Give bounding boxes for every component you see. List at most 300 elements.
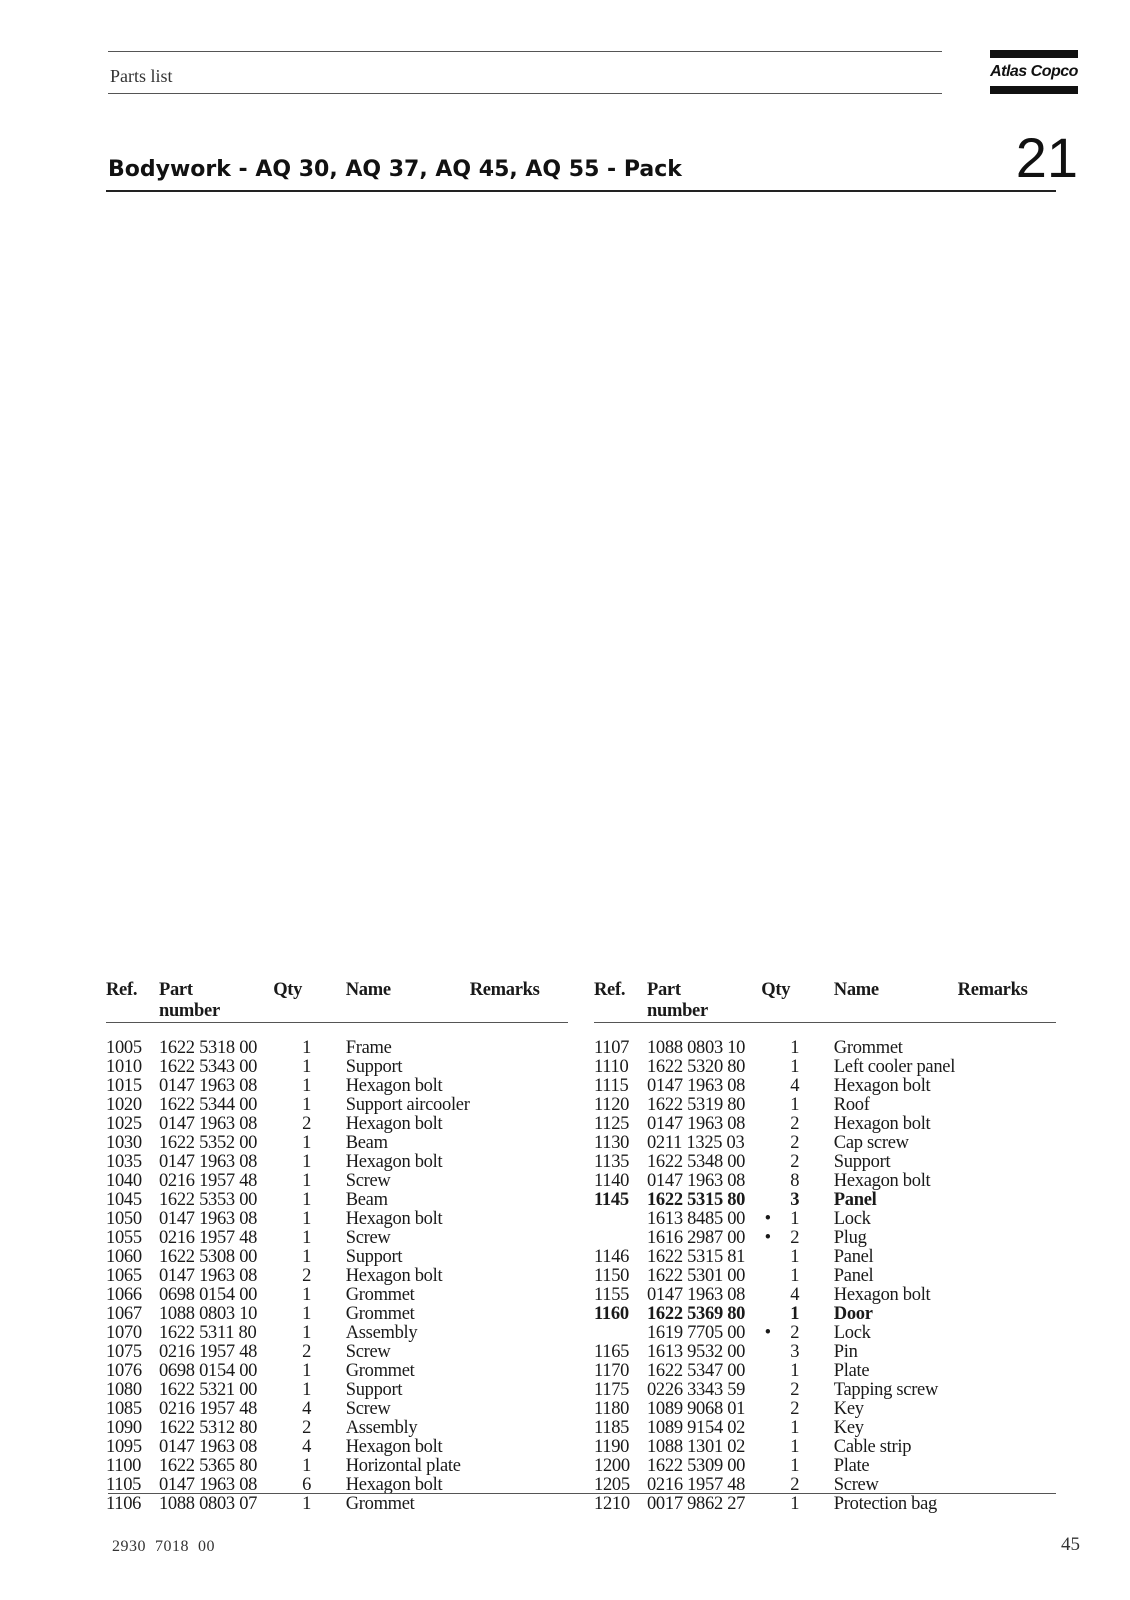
qty-cell: 2 (790, 1399, 800, 1419)
name-cell: Lock (833, 1323, 871, 1343)
marker-cell (745, 1039, 790, 1058)
part-number-cell: 1613 8485 00 (646, 1209, 746, 1229)
name-cell: Frame (345, 1038, 392, 1058)
remarks-cell (958, 1210, 1056, 1229)
qty-cell: 8 (790, 1171, 800, 1191)
name-cell: Pin (833, 1342, 858, 1362)
qty-cell: 1 (302, 1361, 312, 1381)
ref-cell: 1145 (594, 1190, 629, 1210)
ref-cell: 1020 (106, 1095, 142, 1115)
table-row (594, 1438, 1056, 1457)
qty-cell: 1 (302, 1247, 312, 1267)
table-row (106, 1267, 568, 1286)
marker-cell (257, 1096, 302, 1115)
marker-cell (257, 1324, 302, 1343)
page-number: 45 (1061, 1534, 1080, 1555)
qty-cell: 1 (302, 1456, 312, 1476)
name-cell: Hexagon bolt (833, 1114, 931, 1134)
remarks-cell (958, 1039, 1056, 1058)
part-number-cell: 0698 0154 00 (158, 1361, 258, 1381)
ref-cell: 1035 (106, 1152, 142, 1172)
logo-bottom-bar (990, 86, 1078, 94)
part-number-cell: 0147 1963 08 (158, 1209, 258, 1229)
part-number-cell: 0147 1963 08 (646, 1171, 746, 1191)
table-row (106, 1324, 568, 1343)
marker-cell (257, 1400, 302, 1419)
ref-cell: 1170 (594, 1361, 630, 1381)
qty-cell: 1 (790, 1209, 800, 1229)
col-spacer (790, 980, 806, 1023)
remarks-cell (958, 1305, 1056, 1324)
remarks-cell (470, 1039, 568, 1058)
qty-cell: 4 (790, 1285, 800, 1305)
ref-cell: 1185 (594, 1418, 630, 1438)
remarks-cell (958, 1229, 1056, 1248)
ref-cell: 1050 (106, 1209, 142, 1229)
name-cell: Support (833, 1152, 891, 1172)
table-row (594, 1286, 1056, 1305)
name-cell: Support (345, 1247, 403, 1267)
col-remarks-header: Remarks (957, 980, 1028, 1000)
name-cell: Hexagon bolt (833, 1285, 931, 1305)
part-number-cell: 1622 5301 00 (646, 1266, 746, 1286)
table-row (106, 1058, 568, 1077)
header-bottom-rule (108, 93, 942, 94)
marker-cell (257, 1495, 302, 1514)
ref-cell: 1180 (594, 1399, 630, 1419)
name-cell: Hexagon bolt (345, 1114, 443, 1134)
remarks-cell (470, 1457, 568, 1476)
part-number-cell: 1088 0803 10 (158, 1304, 258, 1324)
part-number-cell: 1622 5343 00 (158, 1057, 258, 1077)
name-cell: Panel (833, 1190, 877, 1210)
parts-table-right-body (594, 1039, 1056, 1514)
table-row (106, 1191, 568, 1210)
table-row (594, 1058, 1056, 1077)
marker-cell (257, 1153, 302, 1172)
qty-cell: 1 (302, 1323, 312, 1343)
ref-cell: 1025 (106, 1114, 142, 1134)
name-cell: Hexagon bolt (345, 1076, 443, 1096)
ref-cell: 1040 (106, 1171, 142, 1191)
part-number-cell: 0147 1963 08 (158, 1437, 258, 1457)
part-number-cell: 1622 5308 00 (158, 1247, 258, 1267)
name-cell: Hexagon bolt (345, 1437, 443, 1457)
table-row (594, 1419, 1056, 1438)
table-row (594, 1153, 1056, 1172)
ref-cell: 1175 (594, 1380, 630, 1400)
part-number-cell: 0147 1963 08 (158, 1152, 258, 1172)
table-row (106, 1115, 568, 1134)
part-number-cell: 1088 0803 10 (646, 1038, 746, 1058)
marker-cell (745, 1172, 790, 1191)
table-row (594, 1343, 1056, 1362)
marker-cell (745, 1191, 790, 1210)
ref-cell: 1125 (594, 1114, 630, 1134)
table-row (106, 1229, 568, 1248)
marker-cell (745, 1362, 790, 1381)
page-title: Bodywork - AQ 30, AQ 37, AQ 45, AQ 55 - Pack (108, 157, 682, 182)
remarks-cell (470, 1191, 568, 1210)
marker-cell (257, 1077, 302, 1096)
part-number-cell: 0216 1957 48 (158, 1399, 258, 1419)
table-row (106, 1077, 568, 1096)
part-number-cell: 0017 9862 27 (646, 1494, 746, 1514)
ref-cell: 1120 (594, 1095, 630, 1115)
marker-cell (257, 1191, 302, 1210)
marker-cell (745, 1438, 790, 1457)
ref-cell: 1155 (594, 1285, 630, 1305)
table-row (594, 1096, 1056, 1115)
illustration-area (106, 200, 1056, 940)
col-qty-header: Qty (273, 980, 303, 1000)
name-cell: Screw (345, 1342, 391, 1362)
marker-cell (257, 1343, 302, 1362)
qty-cell: 1 (790, 1494, 800, 1514)
ref-cell: 1076 (106, 1361, 142, 1381)
table-row (594, 1191, 1056, 1210)
part-number-cell: 0147 1963 08 (646, 1076, 746, 1096)
ref-cell: 1106 (106, 1494, 142, 1514)
table-row (594, 1172, 1056, 1191)
marker-cell (745, 1457, 790, 1476)
ref-cell: 1090 (106, 1418, 142, 1438)
ref-cell: 1065 (106, 1266, 142, 1286)
remarks-cell (958, 1096, 1056, 1115)
name-cell: Panel (833, 1266, 874, 1286)
atlas-copco-logo (990, 50, 1078, 94)
logo-top-bar (990, 50, 1078, 58)
table-row (106, 1495, 568, 1514)
qty-cell: 2 (790, 1133, 800, 1153)
qty-cell: 1 (302, 1228, 312, 1248)
marker-cell (745, 1419, 790, 1438)
table-row (594, 1115, 1056, 1134)
name-cell: Hexagon bolt (345, 1209, 443, 1229)
marker-cell (257, 1058, 302, 1077)
table-row (594, 1248, 1056, 1267)
remarks-cell (958, 1115, 1056, 1134)
table-row (106, 1343, 568, 1362)
marker-cell (745, 1134, 790, 1153)
qty-cell: 1 (302, 1190, 312, 1210)
remarks-cell (958, 1400, 1056, 1419)
part-number-cell: 1622 5321 00 (158, 1380, 258, 1400)
part-number-cell: 1622 5315 81 (646, 1247, 746, 1267)
qty-cell: 1 (790, 1456, 800, 1476)
name-cell: Protection bag (833, 1494, 937, 1514)
marker-cell (745, 1267, 790, 1286)
marker-cell (745, 1153, 790, 1172)
ref-cell: 1075 (106, 1342, 142, 1362)
ref-cell: 1010 (106, 1057, 142, 1077)
marker-cell (745, 1248, 790, 1267)
part-number-cell: 0226 3343 59 (646, 1380, 746, 1400)
name-cell: Grommet (345, 1494, 415, 1514)
remarks-cell (958, 1267, 1056, 1286)
remarks-cell (470, 1324, 568, 1343)
remarks-cell (958, 1286, 1056, 1305)
part-number-cell: 1622 5365 80 (158, 1456, 258, 1476)
remarks-cell (958, 1343, 1056, 1362)
part-number-cell: 1622 5315 80 (646, 1190, 746, 1210)
ref-cell: 1165 (594, 1342, 630, 1362)
marker-cell (257, 1438, 302, 1457)
remarks-cell (958, 1438, 1056, 1457)
qty-cell: 2 (790, 1152, 800, 1172)
col-ref-header: Ref. (106, 980, 138, 1000)
qty-cell: 1 (302, 1380, 312, 1400)
table-gap (594, 1023, 1056, 1039)
ref-cell: 1140 (594, 1171, 630, 1191)
ref-cell: 1070 (106, 1323, 142, 1343)
table-row (594, 1457, 1056, 1476)
ref-cell: 1055 (106, 1228, 142, 1248)
table-row (106, 1210, 568, 1229)
ref-cell (594, 1229, 647, 1248)
qty-cell: 1 (790, 1418, 800, 1438)
name-cell: Support (345, 1380, 403, 1400)
qty-cell: 1 (790, 1247, 800, 1267)
remarks-cell (470, 1362, 568, 1381)
name-cell: Grommet (345, 1285, 415, 1305)
marker-cell (257, 1419, 302, 1438)
remarks-cell (470, 1381, 568, 1400)
part-number-cell: 0211 1325 03 (646, 1133, 745, 1153)
name-cell: Hexagon bolt (345, 1152, 443, 1172)
name-cell: Assembly (345, 1418, 418, 1438)
marker-cell (257, 1305, 302, 1324)
table-row (594, 1039, 1056, 1058)
name-cell: Hexagon bolt (833, 1171, 931, 1191)
table-row (106, 1096, 568, 1115)
table-row (106, 1457, 568, 1476)
ref-cell: 1115 (594, 1076, 629, 1096)
marker-cell (745, 1381, 790, 1400)
remarks-cell (958, 1419, 1056, 1438)
marker-cell (257, 1134, 302, 1153)
part-number-cell: 1613 9532 00 (646, 1342, 746, 1362)
part-number-cell: 1622 5318 00 (158, 1038, 258, 1058)
table-row (106, 1381, 568, 1400)
ref-cell: 1200 (594, 1456, 630, 1476)
qty-cell: 1 (302, 1076, 312, 1096)
part-number-cell: 1622 5347 00 (646, 1361, 746, 1381)
remarks-cell (958, 1172, 1056, 1191)
table-gap (106, 1023, 568, 1039)
part-number-cell: 1622 5344 00 (158, 1095, 258, 1115)
part-number-cell: 1622 5309 00 (646, 1456, 746, 1476)
table-row (106, 1305, 568, 1324)
qty-cell: 4 (302, 1437, 312, 1457)
remarks-cell (958, 1248, 1056, 1267)
qty-cell: 2 (302, 1114, 312, 1134)
marker-cell (257, 1457, 302, 1476)
table-row (594, 1324, 1056, 1343)
ref-cell: 1030 (106, 1133, 142, 1153)
qty-cell: 1 (302, 1038, 312, 1058)
ref-cell: 1205 (594, 1475, 630, 1495)
name-cell: Hexagon bolt (833, 1076, 931, 1096)
marker-cell (745, 1495, 790, 1514)
name-cell: Grommet (345, 1361, 415, 1381)
col-spacer (302, 980, 318, 1023)
qty-cell: 2 (790, 1380, 800, 1400)
ref-cell: 1015 (106, 1076, 142, 1096)
table-row (594, 1134, 1056, 1153)
remarks-cell (958, 1077, 1056, 1096)
name-cell: Beam (345, 1133, 388, 1153)
part-number-cell: 1622 5348 00 (646, 1152, 746, 1172)
ref-cell: 1095 (106, 1437, 142, 1457)
name-cell: Cap screw (833, 1133, 909, 1153)
remarks-cell (958, 1134, 1056, 1153)
part-number-cell: 0698 0154 00 (158, 1285, 258, 1305)
qty-cell: 1 (302, 1057, 312, 1077)
qty-cell: 1 (790, 1304, 800, 1324)
qty-cell: 1 (302, 1304, 312, 1324)
marker-cell (257, 1286, 302, 1305)
remarks-cell (958, 1324, 1056, 1343)
name-cell: Left cooler panel (833, 1057, 956, 1077)
part-number-cell: 0147 1963 08 (158, 1475, 258, 1495)
qty-cell: 2 (790, 1228, 800, 1248)
marker-cell (257, 1210, 302, 1229)
part-number-cell: 0216 1957 48 (158, 1228, 258, 1248)
remarks-cell (470, 1343, 568, 1362)
part-number-cell: 1622 5369 80 (646, 1304, 746, 1324)
table-row (594, 1229, 1056, 1248)
marker-cell: • (764, 1323, 771, 1343)
table-row (106, 1438, 568, 1457)
name-cell: Screw (345, 1399, 391, 1419)
name-cell: Cable strip (833, 1437, 912, 1457)
ref-cell: 1110 (594, 1057, 629, 1077)
name-cell: Support aircooler (345, 1095, 470, 1115)
ref-cell: 1210 (594, 1494, 630, 1514)
table-row (594, 1495, 1056, 1514)
qty-cell: 3 (790, 1190, 800, 1210)
qty-cell: 1 (790, 1038, 800, 1058)
qty-cell: 1 (790, 1361, 800, 1381)
marker-cell (745, 1400, 790, 1419)
header-top-rule (108, 51, 942, 52)
ref-cell: 1085 (106, 1399, 142, 1419)
marker-cell (257, 1172, 302, 1191)
ref-cell: 1060 (106, 1247, 142, 1267)
col-qty-header: Qty (761, 980, 791, 1000)
part-number-cell: 0147 1963 08 (646, 1285, 746, 1305)
name-cell: Tapping screw (833, 1380, 939, 1400)
part-number-cell: 1616 2987 00 (646, 1228, 746, 1248)
table-row (106, 1286, 568, 1305)
table-header-row (594, 980, 1056, 1023)
marker-cell (745, 1058, 790, 1077)
ref-cell: 1146 (594, 1247, 630, 1267)
remarks-cell (958, 1362, 1056, 1381)
table-row (594, 1077, 1056, 1096)
name-cell: Grommet (833, 1038, 903, 1058)
ref-cell: 1080 (106, 1380, 142, 1400)
name-cell: Plate (833, 1456, 870, 1476)
table-row (106, 1153, 568, 1172)
table-row (106, 1172, 568, 1191)
remarks-cell (470, 1267, 568, 1286)
remarks-cell (470, 1286, 568, 1305)
qty-cell: 1 (790, 1266, 800, 1286)
qty-cell: 1 (302, 1285, 312, 1305)
qty-cell: 1 (302, 1209, 312, 1229)
name-cell: Lock (833, 1209, 871, 1229)
part-number-cell: 1622 5319 80 (646, 1095, 746, 1115)
remarks-cell (470, 1077, 568, 1096)
ref-cell: 1150 (594, 1266, 630, 1286)
footer-rule (108, 1493, 1056, 1494)
name-cell: Key (833, 1418, 864, 1438)
name-cell: Screw (345, 1228, 391, 1248)
remarks-cell (470, 1210, 568, 1229)
table-row (594, 1362, 1056, 1381)
ref-cell: 1107 (594, 1038, 630, 1058)
name-cell: Roof (833, 1095, 870, 1115)
ref-cell (594, 1210, 647, 1229)
ref-cell: 1066 (106, 1285, 142, 1305)
marker-cell (257, 1229, 302, 1248)
name-cell: Screw (345, 1171, 391, 1191)
marker-cell (745, 1115, 790, 1134)
part-number-cell: 0147 1963 08 (158, 1266, 258, 1286)
logo-wordmark: Atlas Copco (990, 63, 1078, 80)
part-number-cell: 1619 7705 00 (646, 1323, 746, 1343)
qty-cell: 2 (790, 1323, 800, 1343)
marker-cell (257, 1267, 302, 1286)
table-row (106, 1400, 568, 1419)
remarks-cell (958, 1495, 1056, 1514)
name-cell: Plug (833, 1228, 867, 1248)
part-number-cell: 0216 1957 48 (158, 1342, 258, 1362)
part-number-cell: 0216 1957 48 (646, 1475, 746, 1495)
col-remarks-header: Remarks (469, 980, 540, 1000)
part-number-cell: 0147 1963 08 (646, 1114, 746, 1134)
qty-cell: 3 (790, 1342, 800, 1362)
ref-cell: 1067 (106, 1304, 142, 1324)
name-cell: Door (833, 1304, 873, 1324)
col-part-number-header: Part number (158, 980, 220, 1021)
table-row (106, 1362, 568, 1381)
table-row (594, 1210, 1056, 1229)
remarks-cell (470, 1134, 568, 1153)
remarks-cell (470, 1058, 568, 1077)
marker-cell (257, 1362, 302, 1381)
qty-cell: 2 (302, 1342, 312, 1362)
table-header-row (106, 980, 568, 1023)
name-cell: Grommet (345, 1304, 415, 1324)
remarks-cell (470, 1248, 568, 1267)
section-label: Parts list (110, 66, 173, 86)
part-number-cell: 1622 5320 80 (646, 1057, 746, 1077)
table-row (594, 1381, 1056, 1400)
marker-cell: • (764, 1228, 771, 1248)
qty-cell: 2 (790, 1114, 800, 1134)
name-cell: Plate (833, 1361, 870, 1381)
remarks-cell (470, 1096, 568, 1115)
chapter-number: 21 (1015, 126, 1078, 189)
document-code: 2930 7018 00 (112, 1538, 215, 1555)
ref-cell (594, 1324, 647, 1343)
name-cell: Support (345, 1057, 403, 1077)
ref-cell: 1130 (594, 1133, 630, 1153)
part-number-cell: 0147 1963 08 (158, 1114, 258, 1134)
